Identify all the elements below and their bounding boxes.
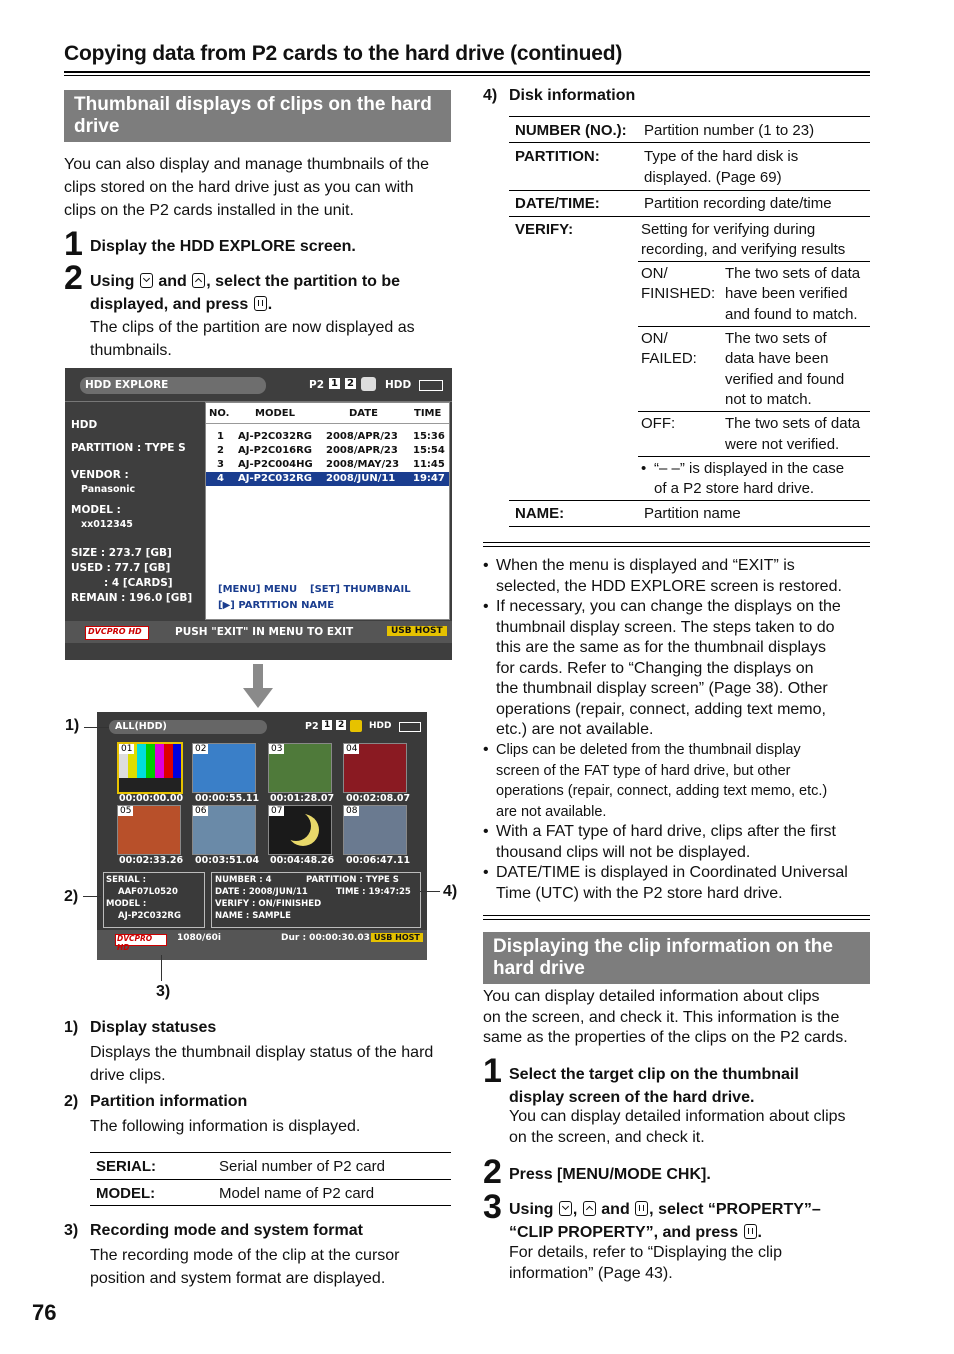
clip-step-3-desc — [509, 1243, 782, 1284]
item-3-number: 3) — [64, 1222, 79, 1239]
verify-note-line2: of a P2 store hard drive. — [654, 480, 815, 497]
partition-row[interactable] — [206, 430, 449, 444]
down-key-icon — [140, 273, 153, 288]
row-no: 4 — [217, 473, 224, 484]
verify-key: FINISHED: — [641, 285, 716, 302]
model-label: MODEL: — [96, 1185, 156, 1202]
thumbnail-clip[interactable] — [268, 805, 332, 855]
row-model: AJ-P2C032RG — [238, 431, 313, 442]
thumbnail-screen — [97, 712, 427, 960]
step-1-text: Display the HDD EXPLORE screen. — [90, 238, 356, 255]
note-3 — [496, 740, 827, 822]
dvcpro-logo — [85, 626, 149, 640]
table-rule — [509, 216, 870, 217]
clip-timecode: 00:02:08.07 — [346, 793, 411, 804]
step-2-select: , select the partition to be displayed, and press — [90, 273, 401, 313]
set-key-icon — [254, 296, 267, 311]
col-time: TIME — [414, 408, 442, 419]
item-2-number: 2) — [64, 1093, 79, 1110]
remain-value: REMAIN : 196.0 [GB] — [71, 592, 193, 604]
item-2-heading: Partition information — [90, 1093, 248, 1110]
clip-step-1-line1: Select the target clip on the thumbnail — [509, 1066, 799, 1083]
thumbnail-clip[interactable] — [117, 805, 181, 855]
thumbnail-clip[interactable] — [192, 805, 256, 855]
hdd-label: HDD — [385, 379, 412, 391]
notes-rule-bottom — [483, 915, 870, 916]
dvcpro-logo — [115, 934, 167, 952]
note-line: for cards. Refer to “Changing the displays on — [496, 659, 814, 677]
model-value: xx012345 — [81, 519, 133, 530]
note-4 — [496, 822, 836, 863]
display-status: ALL(HDD) — [115, 721, 167, 732]
clip-step-3-number: 3 — [483, 1188, 502, 1226]
col-no: NO. — [209, 408, 230, 419]
partition-info-box — [103, 872, 205, 928]
name-value: Partition name — [644, 505, 741, 522]
callout-2: 2) — [64, 888, 79, 905]
item-4-heading: Disk information — [509, 87, 636, 104]
note-line: operations (repair, connect, adding text memo, etc.) — [496, 783, 828, 799]
set-key-icon — [635, 1201, 648, 1216]
page-number: 76 — [32, 1300, 57, 1325]
thumbnail-clip[interactable] — [268, 743, 332, 793]
callout-3-line — [161, 955, 162, 981]
notes-rule-top-2 — [483, 546, 870, 547]
title-rule-thin — [64, 75, 870, 76]
note-line: When the menu is displayed and “EXIT” is — [496, 557, 795, 574]
verify-key: ON/ — [641, 330, 668, 347]
disk-info-table — [509, 116, 870, 528]
datetime-value: Partition recording date/time — [644, 195, 832, 212]
note-bullet: • — [483, 598, 489, 615]
partition-row[interactable] — [206, 444, 449, 458]
verify-desc: and found to match. — [725, 306, 858, 323]
table-rule — [509, 142, 870, 143]
callout-4-line — [420, 891, 440, 892]
note-bullet: • — [483, 864, 489, 881]
menu-hint: [MENU] MENU — [218, 584, 298, 595]
row-no: 3 — [217, 459, 224, 470]
row-time: 19:47 — [413, 473, 445, 484]
verify-desc: data have been — [725, 350, 829, 367]
hdd-explore-screen — [65, 368, 452, 660]
row-model: AJ-P2C004HG — [238, 459, 313, 470]
item-4-number: 4) — [483, 87, 498, 104]
verify-desc: The two sets of data — [725, 265, 861, 282]
verify-desc: have been verified — [725, 285, 848, 302]
clip-number: 01 — [121, 744, 133, 754]
verify-value: VERIFY : ON/FINISHED — [215, 899, 322, 909]
col-date: DATE — [349, 408, 378, 419]
header-divider — [206, 423, 449, 424]
note-line: are not available. — [496, 803, 607, 820]
verify-key: FAILED: — [641, 350, 697, 367]
clip-timecode: 00:06:47.11 — [346, 855, 411, 866]
time-value: TIME : 19:47:25 — [336, 887, 411, 897]
number-value: Partition number (1 to 23) — [644, 122, 815, 139]
used-value: USED : 77.7 [GB] — [71, 562, 171, 574]
table-rule — [509, 116, 870, 117]
clip-step-3-line1 — [509, 1198, 821, 1221]
partition-row[interactable] — [206, 458, 449, 472]
intro-paragraph: You can also display and manage thumbnails of the clips stored on the hard drive just as you can with clips on the P2 cards installed in the unit. — [64, 156, 429, 219]
note-line: screen of the FAT type of hard drive, but other — [496, 762, 791, 779]
item-3-desc: The recording mode of the clip at the cursor position and system format are displayed. — [90, 1247, 400, 1287]
partition-name-hint: [▶] PARTITION NAME — [218, 600, 335, 611]
dvcpro-logo-text: DVCPRO HD — [88, 627, 142, 636]
recording-format: 1080/60i — [177, 933, 221, 943]
screen-title: HDD EXPLORE — [85, 379, 169, 391]
verify-desc: not to match. — [725, 391, 812, 408]
callout-4: 4) — [443, 883, 458, 900]
step-2-using: Using — [90, 273, 135, 290]
usb-host-badge: USB HOST — [371, 933, 423, 942]
thumbnail-clip[interactable] — [117, 742, 183, 794]
note-line: this are the same as for the thumbnail displays — [496, 639, 826, 656]
step-2-text — [90, 270, 450, 316]
clip-step-1-number: 1 — [483, 1052, 502, 1090]
note-line: the thumbnail display screen” (Page 38). Other — [496, 680, 828, 697]
note-line: operations (repair, connect, adding text memo, — [496, 700, 826, 718]
verify-desc: The two sets of data — [725, 415, 861, 432]
slot-2: 2 — [347, 378, 354, 389]
thumbnail-clip[interactable] — [343, 743, 407, 793]
note-line: DATE/TIME is displayed in Coordinated Universal — [496, 864, 848, 881]
table-rule — [90, 1152, 451, 1153]
name-label: NAME: — [515, 505, 565, 522]
desc-line: information” (Page 43). — [509, 1264, 673, 1282]
table-rule — [638, 456, 870, 457]
name-value: NAME : SAMPLE — [215, 911, 291, 921]
partition-value-line2: displayed. (Page 69) — [644, 169, 782, 186]
page-title: Copying data from P2 cards to the hard drive (continued) — [64, 42, 623, 65]
row-date: 2008/APR/23 — [326, 445, 398, 456]
note-line: etc.) are not available. — [496, 721, 654, 738]
screen-footer — [65, 621, 452, 643]
vendor-label: VENDOR : — [71, 469, 129, 481]
row-model: AJ-P2C032RG — [238, 473, 313, 484]
note-line: selected, the HDD EXPLORE screen is restored. — [496, 577, 842, 595]
partition-value: PARTITION : TYPE S — [306, 875, 399, 885]
step-2-desc: The clips of the partition are now displayed as thumbnails. — [90, 319, 415, 359]
verify-key: OFF: — [641, 415, 676, 432]
serial-label: SERIAL: — [96, 1158, 156, 1175]
p2-label: P2 — [309, 379, 325, 391]
table-rule — [90, 1179, 451, 1180]
step-3-using: Using — [509, 1201, 554, 1218]
clip-timecode: 00:02:33.26 — [119, 855, 184, 866]
model-label: MODEL : — [71, 504, 121, 516]
notes-rule-bottom-2 — [483, 919, 870, 920]
callout-2-line — [83, 896, 101, 897]
partition-label: PARTITION: — [515, 148, 600, 165]
clip-number: 08 — [346, 806, 358, 816]
clip-number: 02 — [195, 744, 207, 754]
model-value: Model name of P2 card — [219, 1185, 375, 1202]
intro-line: on the screen, and check it. This information is the — [483, 1008, 840, 1026]
note-line: If necessary, you can change the displays on the — [496, 598, 841, 615]
note-line: thousand clips will not be displayed. — [496, 843, 751, 861]
step-3-press: “CLIP PROPERTY”, and press — [509, 1224, 739, 1241]
verify-value-line2: recording, and verifying results — [641, 241, 846, 258]
set-key-icon — [744, 1224, 757, 1239]
title-rule — [64, 71, 870, 73]
footer-message: PUSH "EXIT" IN MENU TO EXIT — [175, 626, 354, 638]
clip-timecode: 00:00:00.00 — [119, 793, 184, 804]
slot-2: 2 — [338, 720, 345, 730]
size-value: SIZE : 273.7 [GB] — [71, 547, 172, 559]
usb-host-badge: USB HOST — [387, 626, 447, 636]
row-model: AJ-P2C016RG — [238, 445, 313, 456]
slot-1: 1 — [331, 378, 338, 389]
row-time: 15:36 — [413, 431, 445, 442]
table-rule — [638, 411, 870, 412]
section-2-intro — [483, 987, 848, 1049]
col-model: MODEL — [255, 408, 295, 419]
note-bullet: • — [483, 741, 489, 758]
intro-line: same as the properties of the clips on the P2 cards. — [483, 1029, 848, 1046]
clip-step-2-text: Press [MENU/MODE CHK]. — [509, 1166, 711, 1183]
dvcpro-logo-text: DVCPRO HD — [117, 934, 153, 952]
table-rule — [509, 500, 870, 501]
clip-step-1-desc — [509, 1107, 846, 1148]
step-3-comma: , — [572, 1201, 578, 1218]
clip-timecode: 00:00:55.11 — [195, 793, 260, 804]
step-2-number: 2 — [64, 259, 83, 297]
row-date: 2008/APR/23 — [326, 431, 398, 442]
step-1-number: 1 — [64, 225, 83, 263]
step-3-end: . — [757, 1224, 762, 1241]
note-line: Clips can be deleted from the thumbnail display — [496, 742, 801, 758]
down-arrow-icon — [243, 664, 273, 710]
clip-number: 03 — [271, 744, 283, 754]
intro-line: You can display detailed information about clips — [483, 988, 820, 1005]
verify-note-line1: “– –” is displayed in the case — [654, 460, 845, 477]
callout-1: 1) — [65, 717, 80, 734]
clip-number: 07 — [271, 806, 283, 816]
down-key-icon — [559, 1201, 572, 1216]
step-2-end: . — [267, 296, 273, 313]
note-5 — [496, 863, 848, 904]
row-date: 2008/JUN/11 — [326, 473, 396, 484]
item-3-heading: Recording mode and system format — [90, 1222, 363, 1239]
duration: Dur : 00:00:30.03 — [281, 933, 370, 943]
verify-desc: were not verified. — [725, 436, 840, 453]
number-label: NUMBER (NO.): — [515, 122, 627, 139]
model-label: MODEL : — [106, 899, 147, 909]
table-rule — [638, 326, 870, 327]
serial-value: AAF07L0520 — [118, 887, 178, 897]
set-hint: [SET] THUMBNAIL — [310, 584, 411, 595]
table-rule — [509, 526, 870, 527]
row-no: 1 — [217, 431, 224, 442]
hdd-icon — [361, 377, 376, 391]
section-heading-thumbnails: Thumbnail displays of clips on the hard drive — [64, 90, 451, 142]
up-key-icon — [192, 273, 205, 288]
note-2 — [496, 597, 841, 741]
date-value: DATE : 2008/JUN/11 — [215, 887, 308, 897]
serial-label: SERIAL : — [106, 875, 146, 885]
row-date: 2008/MAY/23 — [326, 459, 400, 470]
note-1 — [496, 556, 842, 597]
partition-value-line1: Type of the hard disk is — [644, 148, 799, 165]
partition-row-selected[interactable] — [206, 472, 449, 486]
hdd-icon — [350, 720, 362, 732]
table-rule — [638, 261, 870, 262]
clip-timecode: 00:03:51.04 — [195, 855, 260, 866]
section-heading-clip-info: Displaying the clip information on the hard drive — [483, 932, 870, 984]
thumbnail-clip[interactable] — [192, 743, 256, 793]
step-3-select: , select “PROPERTY”– — [649, 1201, 821, 1218]
note-line: Time (UTC) with the P2 store hard drive. — [496, 884, 783, 902]
clip-step-1-line2: display screen of the hard drive. — [509, 1089, 755, 1106]
note-bullet: • — [483, 823, 489, 840]
cards-value: : 4 [CARDS] — [104, 577, 173, 589]
verify-label: VERIFY: — [515, 221, 574, 238]
verify-note-bullet: • — [641, 460, 647, 477]
desc-line: For details, refer to “Displaying the clip — [509, 1244, 782, 1261]
note-line: With a FAT type of hard drive, clips after the first — [496, 823, 836, 840]
model-value: AJ-P2C032RG — [118, 911, 181, 921]
table-rule — [90, 1205, 451, 1206]
partition-list-panel — [205, 402, 450, 620]
disk-info-box — [211, 872, 421, 928]
notes-rule-top — [483, 542, 870, 543]
row-no: 2 — [217, 445, 224, 456]
battery-icon — [419, 380, 443, 391]
callout-1-line — [84, 727, 109, 728]
hdd-label: HDD — [369, 721, 392, 731]
clip-step-2-number: 2 — [483, 1153, 502, 1191]
item-2-desc: The following information is displayed. — [90, 1118, 361, 1135]
slot-1: 1 — [324, 720, 331, 730]
thumbnail-clip[interactable] — [343, 805, 407, 855]
item-1-heading: Display statuses — [90, 1019, 217, 1036]
verify-value-line1: Setting for verifying during — [641, 221, 816, 238]
clip-number: 05 — [120, 806, 132, 816]
desc-line: You can display detailed information about clips — [509, 1108, 846, 1125]
table-rule — [509, 190, 870, 191]
item-1-desc: Displays the thumbnail display status of the hard drive clips. — [90, 1044, 434, 1084]
note-bullet: • — [483, 557, 489, 574]
step-3-and: and — [601, 1201, 630, 1218]
step-2-and: and — [158, 273, 187, 290]
battery-icon — [399, 722, 421, 732]
number-value: NUMBER : 4 — [215, 875, 272, 885]
partition-type: PARTITION : TYPE S — [71, 442, 186, 454]
hdd-heading: HDD — [71, 419, 98, 431]
callout-3: 3) — [156, 983, 171, 1000]
datetime-label: DATE/TIME: — [515, 195, 600, 212]
verify-key: ON/ — [641, 265, 668, 282]
verify-desc: verified and found — [725, 371, 845, 388]
row-time: 11:45 — [413, 459, 445, 470]
vendor-value: Panasonic — [81, 484, 136, 495]
up-key-icon — [583, 1201, 596, 1216]
screen-footer — [97, 930, 427, 960]
verify-desc: The two sets of — [725, 330, 827, 347]
item-1-number: 1) — [64, 1019, 79, 1036]
hdd-left-panel — [69, 406, 203, 614]
clip-number: 06 — [195, 806, 207, 816]
clip-timecode: 00:04:48.26 — [270, 855, 335, 866]
row-time: 15:54 — [413, 445, 445, 456]
serial-value: Serial number of P2 card — [219, 1158, 385, 1175]
clip-timecode: 00:01:28.07 — [270, 793, 335, 804]
note-line: thumbnail display screen. The steps taken to do — [496, 618, 835, 636]
clip-step-3-line2 — [509, 1221, 762, 1244]
p2-label: P2 — [305, 721, 319, 732]
clip-number: 04 — [346, 744, 358, 754]
desc-line: on the screen, and check it. — [509, 1128, 705, 1146]
